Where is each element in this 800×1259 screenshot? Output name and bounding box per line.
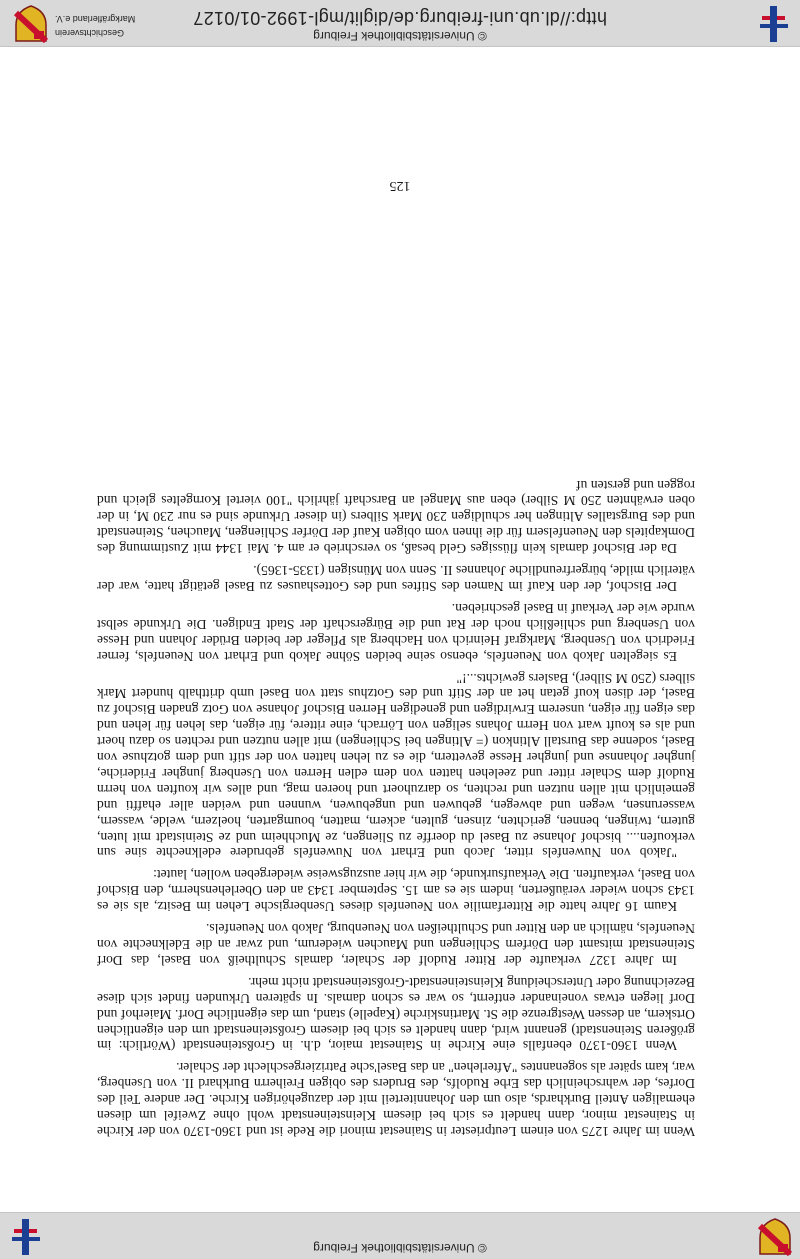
coat-of-arms-icon xyxy=(8,3,48,43)
footer-url-link[interactable]: http://dl.ub.uni-freiburg.de/diglit/mgl-1992-01/0127 xyxy=(193,8,607,28)
crest-label-name: Geschichtsverein xyxy=(55,28,125,38)
university-logo-icon xyxy=(756,6,792,42)
paragraph: Kaum 16 Jahre hatte die Ritterfamilie von Neuenfels dieses Usenbergische Lehen im Besitz, als sie es 1343 schon wieder veräußerten, indem sie es am 15. September 1343 an den Oberlehensherrn, den Bischof von Basel, verkauften. Die Verkaufsurkunde, die wir hier auszugsweise wiedergeben wollen, lautet: xyxy=(97,867,695,915)
coat-of-arms-icon xyxy=(752,1216,792,1256)
page-number: 125 xyxy=(389,178,411,193)
paragraph: Da der Bischof damals kein flüssiges Geld besaß, so verschrieb er am 4. Mai 1344 mit Zustimmung des Domkapitels den Neuenfelsern für die ihnen vom obigen Kauf der Dörfer Schliengen, Mauchen, Steinenstadt und des Burgstalles Altingen her schuldigen 230 Mark Silbers (in dieser Urkunde sind es nur 230 M, in der oben erwähnten 250 M Silber) eben aus Mangel an Barschaft jährlich "100 viertel Korngeltes gleich und roggen und gersten uf xyxy=(97,477,695,557)
university-logo-icon xyxy=(8,1219,44,1255)
footer-bar xyxy=(0,0,800,47)
crest-label-region: Markgräflerland e.V. xyxy=(55,14,136,24)
paragraph: Es siegelten Jakob von Neuenfels, ebenso seine beiden Söhne Jakob und Erhart von Neuenfels, ferner Friedrich von Usenberg, Markgraf Heinrich von Hachberg als Pfleger der beiden Brüder Johann und Hesse von Usenberg und schließlich noch der Rat und die Bürgerschaft der Stadt Endigen. Die Urkunde selbst wurde wie der Verkauf in Basel geschrieben. xyxy=(97,600,695,664)
header-credit: © Universitätsbibliothek Freiburg xyxy=(313,1241,487,1255)
paragraph: Wenn 1360-1370 ebenfalls eine Kirche in Stainestat maior, d.h. in Großsteinenstadt (Wörtlich: im größeren Steinenstadt) genannt wird, dann handelt es sich bei diesem Großsteinenstadt um den eigentlichen Ortskern, an dessen Westgrenze die St. Martinskirche (Kapelle) stand, um das eigentliche Dorf. Maierhof und Dorf liegen etwas voneinander entfernt, so war es schon damals. In späteren Urkunden findet sich diese Bezeichnung oder Unterscheidung Kleinsteinenstadt-Großsteinenstadt nicht mehr. xyxy=(97,974,695,1054)
document-text xyxy=(97,471,695,1139)
paragraph: Wenn im Jahre 1275 von einem Leutpriester in Stainestat minori die Rede ist und 1360-1370 von der Kirche in Stainestat minor, dann handelt es sich bei diesem Kleinsteinenstadt wohl ohne Zweifel um diesen ehemaligen Anteil Burkhards, also um den Johanniterteil mit der dazugehörigen Kirche. Der andere Teil des Dorfes, der wahrscheinlich das Erbe Rudolfs, des Bruders des obigen Freiherrn Burkhard II. von Usenberg, war, kam später als sogenanntes "Afterlehen" an das Basel'sche Patriziergeschlecht der Schaler. xyxy=(97,1060,695,1139)
paragraph-quote: "Jakob von Nuwenfels ritter, Jacob und Erhart von Nuwenfels gebrudere edelknechte sine sun verkoufen.... bischof Johanse zu Basel du doerffe zu Sliengen, ze Muchheim und ze Steinistadt mit luten, gutern, twingen, bennen, gerichten, zinsen, gulten, ackern, matten, boumgarten, hoelzern, welde, wassern, wasserunsen, wegen und abwegen, gebuwen und ungebuwen, wunnen und weiden aller ehaffti und gemeinlich mit allen nutzen und rechten, so darzuhoert und hoeren mag, und alles wir kouften von herrn Rudolf dem Schaler ritter und zeelehen hatten von dem edlen Herren von Usenberg jungher Frideriche, jungher Johannse und jungher Hesse gevettern, die es zu lehen hatten von der stift und dem gotzhuse von Basel, sodenne das Burstall Altinkon (= Altingen bei Schliengen) mit allen nutzen und rechten so dazu hoert und als es kouft wart von Herrn Johans seligen von Lörrach, eine rittere, für eigen, das lehen für lehen und das eigen für eigen, unserem Erwirdigen und genedigen Herren Bischof Johanse von Gotz gnaden Bischof zu Basel, der disen kouf getan het an der Stift und des Gotzhus statt von Basel umb dritthalb hundert Mark silbers (250 M Silber), Baslers gewichts...!" xyxy=(97,670,695,861)
header-bar xyxy=(0,1212,800,1259)
paragraph: Der Bischof, der den Kauf im Namen des Stiftes und des Gotteshauses zu Basel getätigt hatte, war der väterlich milde, bürgerfreundliche Johannes II. Senn von Münsigen (1335-1365). xyxy=(97,563,695,594)
footer-credit: © Universitätsbibliothek Freiburg xyxy=(313,29,487,43)
paragraph: Im Jahre 1327 verkaufte der Ritter Rudolf der Schaler, damals Schultheiß von Basel, das Dorf Steinenstadt mitsamt den Dörfern Schliengen und Mauchen wiederum, und zwar an die Edelknechte von Neuenfels, nämlich an den Ritter und Schultheißen von Neuenburg, Jakob von Neuenfels. xyxy=(97,921,695,968)
